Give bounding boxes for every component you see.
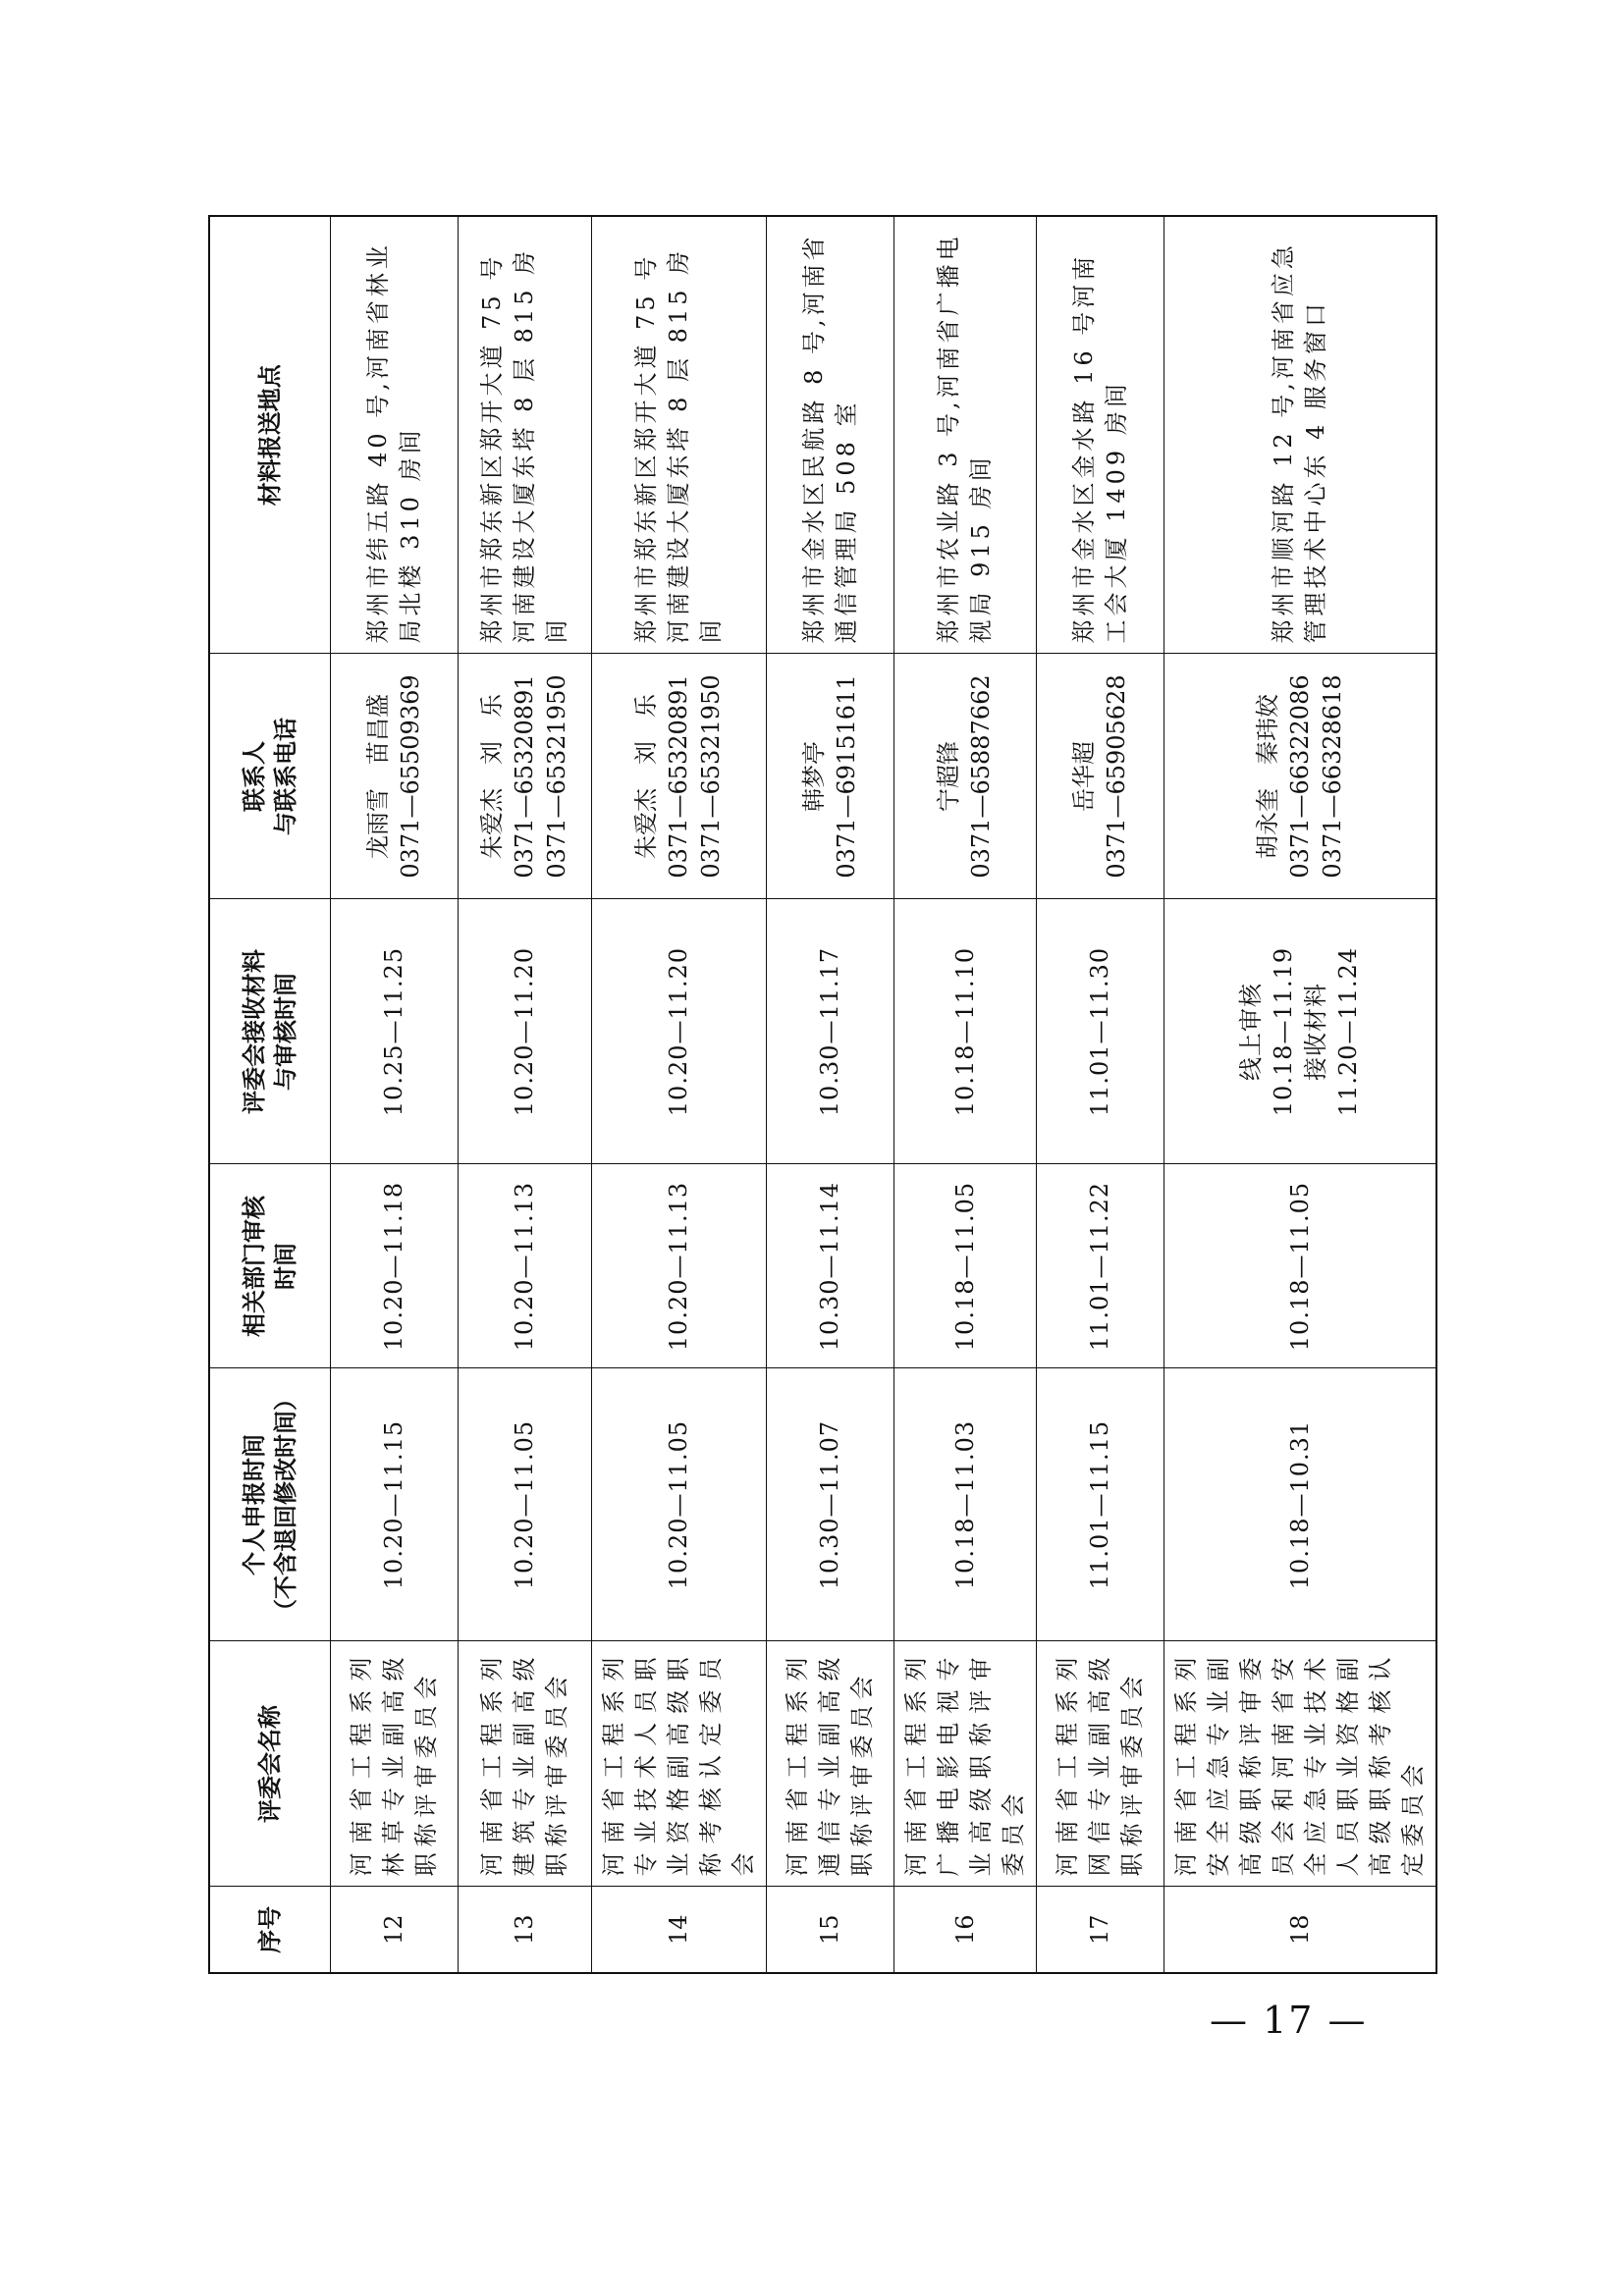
contact-phone-2: 0371—66328618 xyxy=(1318,674,1346,879)
dept-time: 11.01—11.22 xyxy=(1037,1164,1164,1368)
page-number: — 17 — xyxy=(1210,1999,1368,2042)
table-row xyxy=(331,216,459,1973)
table-row xyxy=(767,216,894,1973)
review-time: 10.18—11.10 xyxy=(894,899,1037,1164)
contact-phone-1: 0371—65509369 xyxy=(396,674,424,879)
review-time: 11.01—11.30 xyxy=(1037,899,1164,1164)
review-time: 10.30—11.17 xyxy=(767,899,894,1164)
review-time xyxy=(1164,899,1437,1164)
row-index: 15 xyxy=(767,1887,894,1973)
header-review-line2: 与审核时间 xyxy=(272,973,299,1091)
header-review-line1: 评委会接收材料 xyxy=(241,949,268,1114)
contact-names: 龙雨雪 苗昌盛 xyxy=(363,694,392,859)
header-personal-line2: （不含退回修改时间） xyxy=(272,1387,299,1623)
personal-time: 10.20—11.15 xyxy=(331,1368,459,1641)
personal-time: 10.20—11.05 xyxy=(592,1368,767,1641)
table-row xyxy=(894,216,1037,1973)
contact-info xyxy=(459,654,592,899)
contact-phone-1: 0371—65905628 xyxy=(1102,674,1130,879)
contact-info xyxy=(894,654,1037,899)
row-index: 16 xyxy=(894,1887,1037,1973)
submission-address: 郑州市郑东新区郑开大道 75 号河南建设大厦东塔 8 层 815 房间 xyxy=(459,216,592,654)
contact-phone-1: 0371—66322086 xyxy=(1285,674,1314,879)
evaluation-schedule-table xyxy=(208,215,1437,1974)
submission-address: 郑州市金水区金水路 16 号河南工会大厦 1409 房间 xyxy=(1037,216,1164,654)
header-index: 序号 xyxy=(209,1887,331,1973)
header-personal-line1: 个人申报时间 xyxy=(241,1434,268,1575)
personal-time: 11.01—11.15 xyxy=(1037,1368,1164,1641)
dept-time: 10.20—11.13 xyxy=(592,1164,767,1368)
header-contact-line2: 与联系电话 xyxy=(272,718,299,835)
row-index: 12 xyxy=(331,1887,459,1973)
dept-time: 10.20—11.13 xyxy=(459,1164,592,1368)
review-time: 10.20—11.20 xyxy=(592,899,767,1164)
header-personal-time xyxy=(209,1368,331,1641)
rotated-table-wrapper xyxy=(208,217,1427,1974)
contact-phone-2: 0371—65321950 xyxy=(697,674,725,879)
contact-phone-1: 0371—65320891 xyxy=(511,674,538,879)
contact-names: 朱爱杰 刘 乐 xyxy=(478,694,506,859)
personal-time: 10.20—11.05 xyxy=(459,1368,592,1641)
review-online-label: 线上审核 xyxy=(1237,983,1265,1081)
contact-phone-1: 0371—69151611 xyxy=(832,674,860,879)
header-contact-line1: 联系人 xyxy=(241,741,268,812)
dept-time: 10.30—11.14 xyxy=(767,1164,894,1368)
table-header-row xyxy=(209,216,331,1973)
personal-time: 10.30—11.07 xyxy=(767,1368,894,1641)
contact-phone-2: 0371—65321950 xyxy=(543,674,570,879)
contact-phone-1: 0371—65887662 xyxy=(967,674,995,879)
committee-name: 河南省工程系列广播电影电视专业高级职称评审委员会 xyxy=(894,1641,1037,1887)
contact-names: 岳华超 xyxy=(1069,741,1098,812)
contact-info xyxy=(592,654,767,899)
submission-address: 郑州市纬五路 40 号,河南省林业局北楼 310 房间 xyxy=(331,216,459,654)
committee-name: 河南省工程系列网信专业副高级职称评审委员会 xyxy=(1037,1641,1164,1887)
committee-name: 河南省工程系列林草专业副高级职称评审委员会 xyxy=(331,1641,459,1887)
submission-address: 郑州市郑东新区郑开大道 75 号河南建设大厦东塔 8 层 815 房间 xyxy=(592,216,767,654)
contact-info xyxy=(1037,654,1164,899)
review-time: 10.25—11.25 xyxy=(331,899,459,1164)
committee-name: 河南省工程系列专业技术人员职业资格副高级职称考核认定委员会 xyxy=(592,1641,767,1887)
contact-names: 胡永奎 秦玮姣 xyxy=(1253,694,1281,859)
personal-time: 10.18—10.31 xyxy=(1164,1368,1437,1641)
submission-address: 郑州市顺河路 12 号,河南省应急管理技术中心东 4 服务窗口 xyxy=(1164,216,1437,654)
dept-time: 10.18—11.05 xyxy=(1164,1164,1437,1368)
contact-info xyxy=(767,654,894,899)
committee-name: 河南省工程系列通信专业副高级职称评审委员会 xyxy=(767,1641,894,1887)
header-dept-line2: 时间 xyxy=(272,1243,299,1290)
committee-name: 河南省工程系列建筑专业副高级职称评审委员会 xyxy=(459,1641,592,1887)
header-committee: 评委会名称 xyxy=(209,1641,331,1887)
contact-info xyxy=(1164,654,1437,899)
row-index: 18 xyxy=(1164,1887,1437,1973)
table-row xyxy=(592,216,767,1973)
contact-info xyxy=(331,654,459,899)
row-index: 17 xyxy=(1037,1887,1164,1973)
dept-time: 10.20—11.18 xyxy=(331,1164,459,1368)
submission-address: 郑州市农业路 3 号,河南省广播电视局 915 房间 xyxy=(894,216,1037,654)
submission-address: 郑州市金水区民航路 8 号,河南省通信管理局 508 室 xyxy=(767,216,894,654)
table-row xyxy=(1164,216,1437,1973)
contact-phone-1: 0371—65320891 xyxy=(665,674,692,879)
review-receive-label: 接收材料 xyxy=(1302,983,1329,1081)
table-row xyxy=(1037,216,1164,1973)
dept-time: 10.18—11.05 xyxy=(894,1164,1037,1368)
row-index: 13 xyxy=(459,1887,592,1973)
contact-names: 朱爱杰 刘 乐 xyxy=(632,694,660,859)
personal-time: 10.18—11.03 xyxy=(894,1368,1037,1641)
header-review-time xyxy=(209,899,331,1164)
committee-name: 河南省工程系列安全应急专业副高级职称评审委员会和河南省安全应急专业技术人员职业资格副高级职称考核认定委员会 xyxy=(1164,1641,1437,1887)
table-row xyxy=(459,216,592,1973)
review-online-dates: 10.18—11.19 xyxy=(1270,946,1297,1117)
header-address: 材料报送地点 xyxy=(209,216,331,654)
review-receive-dates: 11.20—11.24 xyxy=(1334,946,1362,1117)
row-index: 14 xyxy=(592,1887,767,1973)
contact-names: 宁超锋 xyxy=(935,741,962,812)
review-time: 10.20—11.20 xyxy=(459,899,592,1164)
header-contact xyxy=(209,654,331,899)
header-dept-time xyxy=(209,1164,331,1368)
contact-names: 韩梦亭 xyxy=(799,741,828,812)
header-dept-line1: 相关部门审核 xyxy=(241,1196,268,1337)
